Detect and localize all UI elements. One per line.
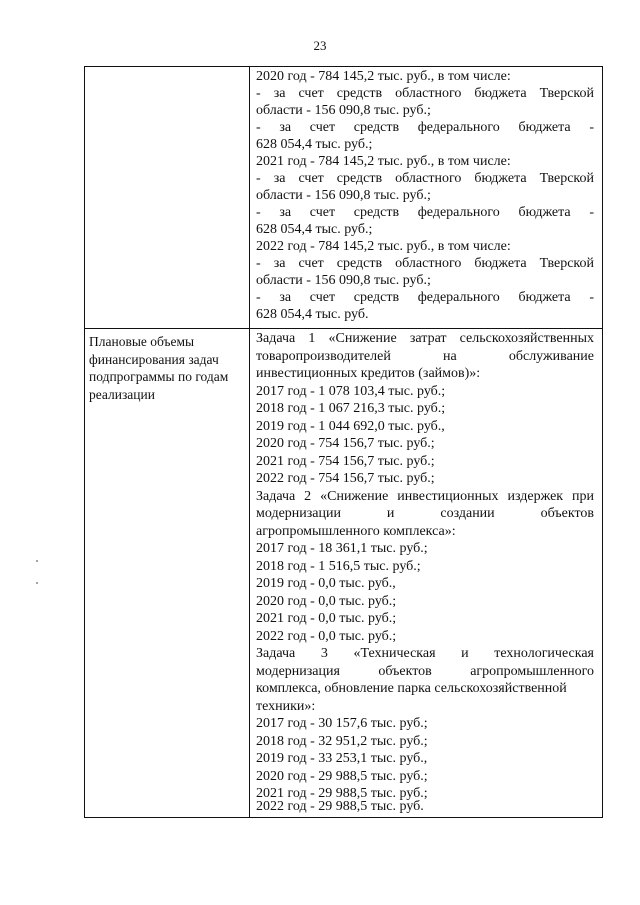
text-line: товаропроизводителей на обслуживание bbox=[256, 348, 594, 364]
text-line: 2021 год - 754 156,7 тыс. руб.; bbox=[256, 453, 435, 469]
text-line: агропромышленного комплекса»: bbox=[256, 523, 456, 539]
text-line: - за счет средств федерального бюджета - bbox=[256, 120, 594, 135]
empty-label-cell bbox=[85, 67, 250, 328]
text-line: 2020 год - 784 145,2 тыс. руб., в том числе: bbox=[256, 69, 511, 84]
text-line: 628 054,4 тыс. руб. bbox=[256, 307, 369, 322]
text-line: области - 156 090,8 тыс. руб.; bbox=[256, 103, 431, 118]
text-line: 2020 год - 29 988,5 тыс. руб.; bbox=[256, 768, 428, 784]
funding-total-cell bbox=[250, 67, 602, 328]
text-line: 2019 год - 0,0 тыс. руб., bbox=[256, 576, 396, 591]
table-row-planned-volumes bbox=[85, 329, 602, 817]
text-line: 2017 год - 1 078 103,4 тыс. руб.; bbox=[256, 383, 446, 399]
text-line: - за счет средств федерального бюджета - bbox=[256, 290, 594, 305]
page-number: 23 bbox=[313, 38, 327, 53]
scan-speck bbox=[36, 560, 38, 562]
text-line: Задача 3 «Техническая и технологическая bbox=[256, 646, 594, 661]
text-line: 628 054,4 тыс. руб.; bbox=[256, 222, 373, 237]
text-line: 2022 год - 754 156,7 тыс. руб.; bbox=[256, 471, 435, 486]
text-line: 2022 год - 0,0 тыс. руб.; bbox=[256, 628, 397, 644]
text-line: 2019 год - 1 044 692,0 тыс. руб., bbox=[256, 418, 445, 434]
text-line: области - 156 090,8 тыс. руб.; bbox=[256, 273, 431, 288]
scan-speck bbox=[36, 582, 38, 584]
text-line: модернизация объектов агропромышленного bbox=[256, 663, 594, 679]
text-line: - за счет средств областного бюджета Тверской bbox=[256, 171, 594, 186]
text-line: Задача 1 «Снижение затрат сельскохозяйственных bbox=[256, 331, 594, 346]
text-line: инвестиционных кредитов (займов)»: bbox=[256, 366, 481, 381]
planned-volumes-cell bbox=[250, 329, 602, 817]
text-line: техники»: bbox=[256, 698, 316, 714]
text-line: 2021 год - 784 145,2 тыс. руб., в том числе: bbox=[256, 154, 511, 169]
row-label: Плановые объемы финансирования задач подпрограммы по годам реализации bbox=[89, 334, 229, 402]
text-line: 2020 год - 0,0 тыс. руб.; bbox=[256, 593, 397, 609]
passport-table bbox=[84, 66, 603, 818]
text-line: 2022 год - 784 145,2 тыс. руб., в том числе: bbox=[256, 239, 511, 254]
text-line: 2018 год - 32 951,2 тыс. руб.; bbox=[256, 733, 428, 749]
text-line: - за счет средств федерального бюджета - bbox=[256, 205, 594, 220]
table-row-funding-total bbox=[85, 67, 602, 329]
text-line: 2019 год - 33 253,1 тыс. руб., bbox=[256, 751, 428, 766]
text-line: 2018 год - 1 067 216,3 тыс. руб.; bbox=[256, 401, 446, 416]
text-line: 2020 год - 754 156,7 тыс. руб.; bbox=[256, 436, 435, 451]
text-line: 2018 год - 1 516,5 тыс. руб.; bbox=[256, 558, 421, 574]
text-line: 628 054,4 тыс. руб.; bbox=[256, 137, 373, 152]
text-line: - за счет средств областного бюджета Тверской bbox=[256, 256, 594, 271]
text-line: модернизации и создании объектов bbox=[256, 506, 594, 521]
text-line: 2021 год - 0,0 тыс. руб.; bbox=[256, 611, 397, 626]
text-line: комплекса, обновление парка сельскохозяйственной bbox=[256, 681, 567, 696]
text-line: 2021 год - 29 988,5 тыс. руб.; bbox=[256, 786, 428, 801]
text-line: 2022 год - 29 988,5 тыс. руб. bbox=[256, 799, 424, 814]
text-line: 2017 год - 18 361,1 тыс. руб.; bbox=[256, 541, 428, 556]
label-cell bbox=[85, 329, 250, 817]
text-line: Задача 2 «Снижение инвестиционных издержек при bbox=[256, 488, 594, 504]
text-line: - за счет средств областного бюджета Тверской bbox=[256, 86, 594, 101]
text-line: 2017 год - 30 157,6 тыс. руб.; bbox=[256, 716, 428, 731]
text-line: области - 156 090,8 тыс. руб.; bbox=[256, 188, 431, 203]
